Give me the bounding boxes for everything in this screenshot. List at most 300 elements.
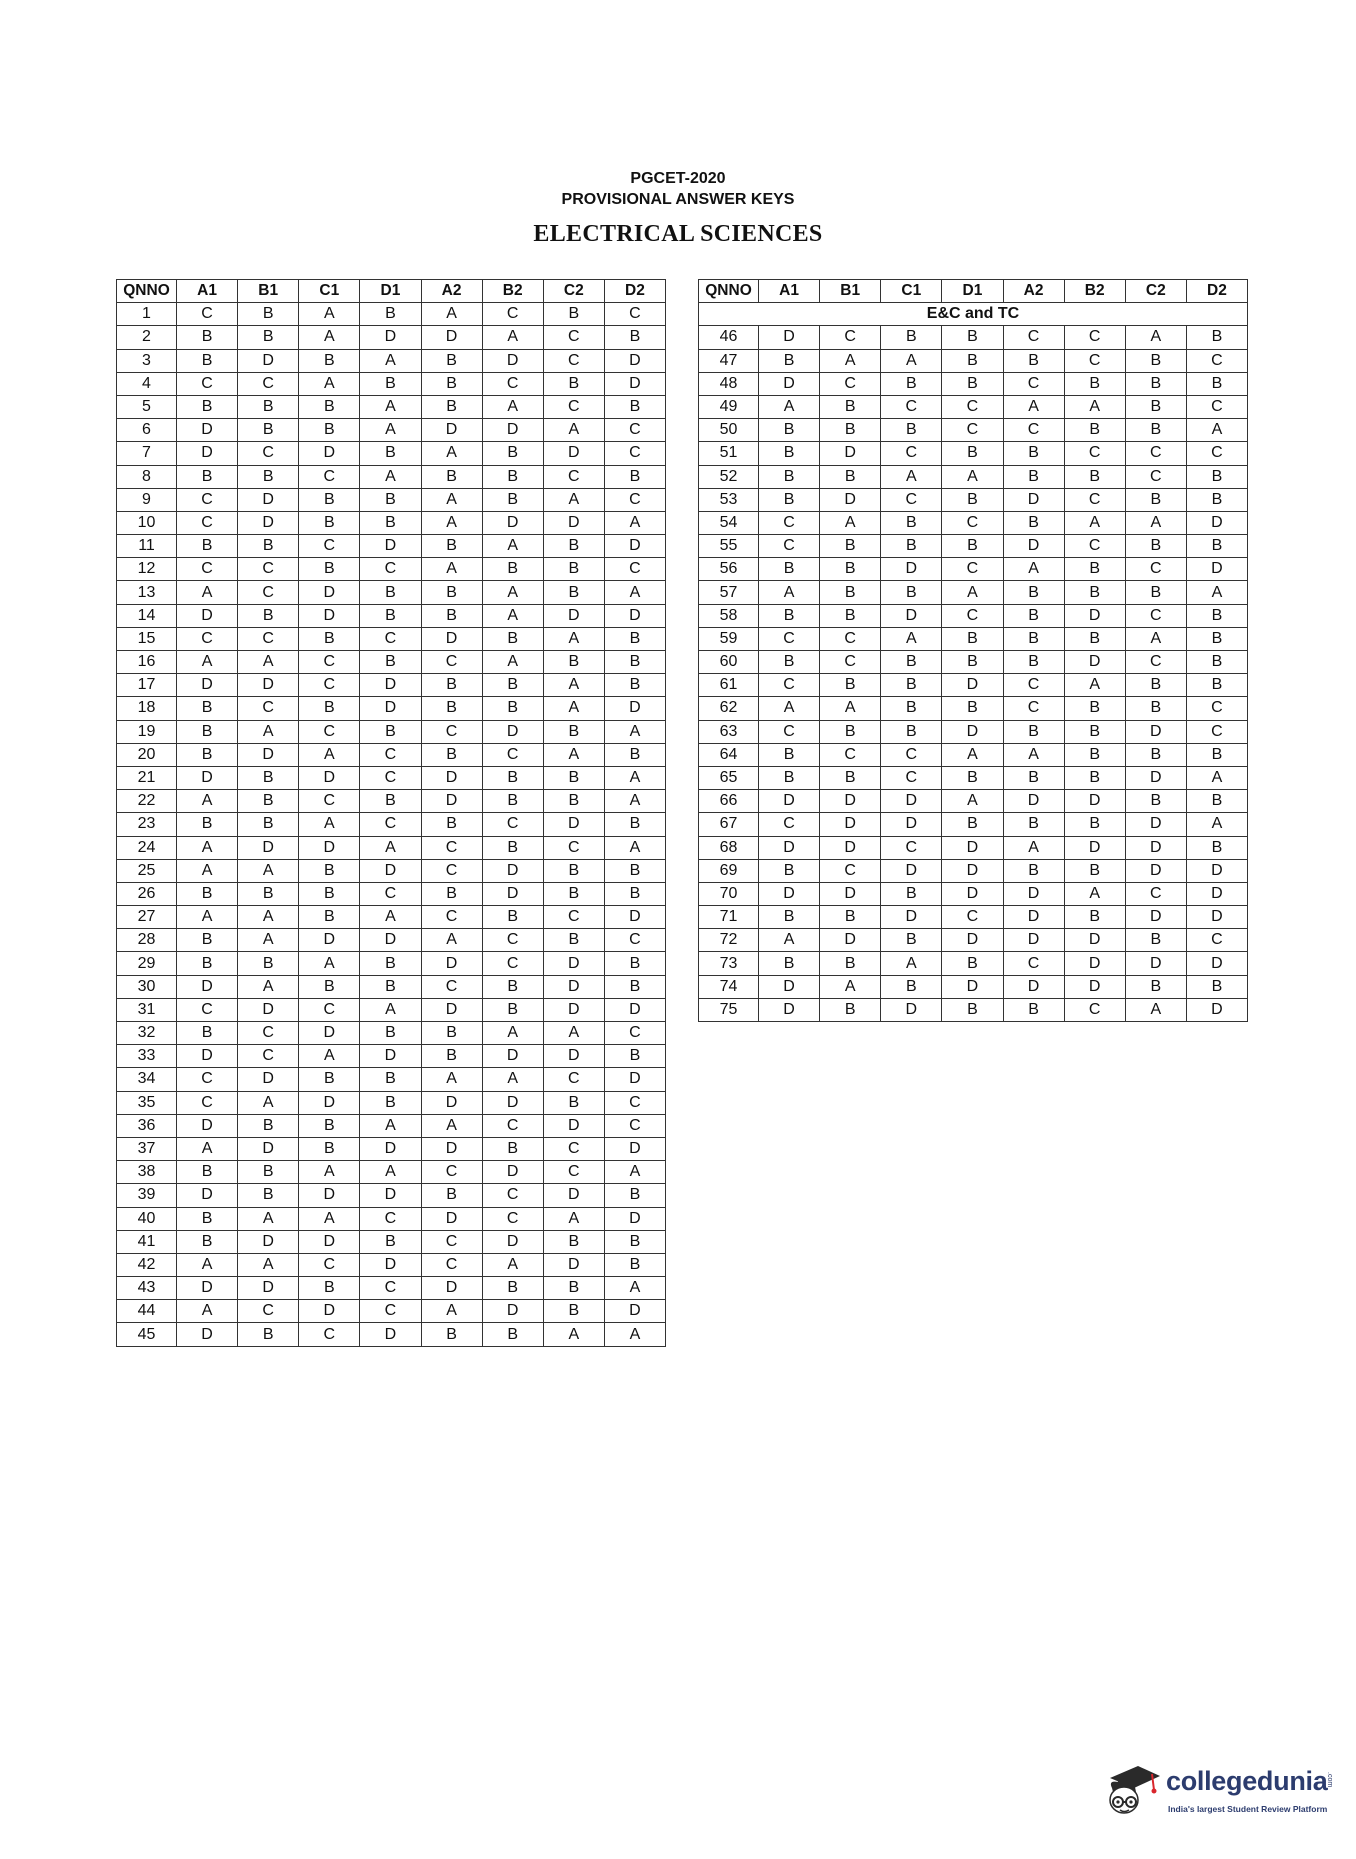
answer-cell: C (1125, 651, 1186, 674)
table-row (699, 372, 1248, 395)
answer-cell: B (942, 651, 1003, 674)
answer-cell: B (299, 1068, 360, 1091)
answer-cell: D (881, 813, 942, 836)
answer-cell: B (604, 1045, 665, 1068)
answer-cell: A (1064, 882, 1125, 905)
question-number-cell: 75 (699, 998, 759, 1021)
answer-cell: B (543, 790, 604, 813)
answer-cell: C (1003, 697, 1064, 720)
answer-cell: C (942, 906, 1003, 929)
answer-cell: D (238, 674, 299, 697)
answer-cell: B (604, 1253, 665, 1276)
answer-cell: C (604, 1091, 665, 1114)
answer-cell: B (299, 1137, 360, 1160)
answer-cell: C (238, 1045, 299, 1068)
answer-cell: A (1125, 627, 1186, 650)
answer-cell: C (543, 326, 604, 349)
answer-cell: C (482, 372, 543, 395)
table-row (699, 349, 1248, 372)
answer-cell: A (942, 465, 1003, 488)
table-row (117, 743, 666, 766)
table-row (699, 766, 1248, 789)
answer-cell: C (238, 372, 299, 395)
question-number-cell: 70 (699, 882, 759, 905)
answer-cell: B (881, 674, 942, 697)
answer-cell: D (482, 1161, 543, 1184)
answer-cell: C (360, 743, 421, 766)
answer-cell: B (360, 303, 421, 326)
question-number-cell: 8 (117, 465, 177, 488)
answer-cell: D (421, 1091, 482, 1114)
answer-cell: D (482, 511, 543, 534)
answer-cell: A (360, 395, 421, 418)
answer-cell: D (360, 1045, 421, 1068)
answer-cell: B (1003, 581, 1064, 604)
answer-cell: A (1186, 766, 1247, 789)
answer-cell: D (299, 1230, 360, 1253)
answer-key-table-left (116, 279, 666, 1347)
answer-cell: B (604, 859, 665, 882)
answer-cell: D (942, 859, 1003, 882)
answer-cell: A (881, 465, 942, 488)
answer-cell: B (942, 766, 1003, 789)
answer-cell: D (482, 419, 543, 442)
answer-cell: B (1064, 720, 1125, 743)
answer-cell: D (604, 372, 665, 395)
answer-cell: D (1064, 836, 1125, 859)
answer-cell: D (177, 1323, 238, 1346)
answer-cell: B (421, 1184, 482, 1207)
column-header: B2 (1064, 280, 1125, 303)
answer-cell: D (177, 1184, 238, 1207)
question-number-cell: 62 (699, 697, 759, 720)
answer-cell: B (1186, 535, 1247, 558)
table-row (117, 720, 666, 743)
answer-cell: D (1186, 511, 1247, 534)
answer-cell: D (1186, 882, 1247, 905)
answer-cell: C (604, 558, 665, 581)
answer-cell: A (299, 303, 360, 326)
answer-cell: B (543, 720, 604, 743)
question-number-cell: 53 (699, 488, 759, 511)
answer-cell: B (1064, 581, 1125, 604)
answer-cell: C (360, 813, 421, 836)
answer-cell: C (482, 929, 543, 952)
answer-cell: B (543, 1300, 604, 1323)
answer-cell: A (543, 674, 604, 697)
column-header: A1 (177, 280, 238, 303)
answer-cell: A (1064, 511, 1125, 534)
answer-cell: A (1125, 511, 1186, 534)
table-row (699, 442, 1248, 465)
table-row (699, 882, 1248, 905)
answer-cell: B (1064, 419, 1125, 442)
answer-cell: D (421, 766, 482, 789)
answer-cell: B (177, 349, 238, 372)
answer-cell: D (421, 1207, 482, 1230)
answer-cell: D (238, 511, 299, 534)
answer-cell: B (421, 604, 482, 627)
answer-cell: A (1186, 813, 1247, 836)
answer-cell: A (604, 511, 665, 534)
table-row (117, 303, 666, 326)
answer-cell: B (820, 766, 881, 789)
answer-cell: D (820, 929, 881, 952)
answer-cell: A (177, 1253, 238, 1276)
answer-cell: B (1186, 604, 1247, 627)
answer-cell: B (238, 766, 299, 789)
answer-cell: A (482, 326, 543, 349)
answer-cell: A (604, 836, 665, 859)
table-row (117, 1114, 666, 1137)
answer-cell: D (1003, 488, 1064, 511)
answer-cell: B (1064, 813, 1125, 836)
answer-cell: B (543, 372, 604, 395)
answer-cell: C (238, 697, 299, 720)
answer-cell: C (360, 882, 421, 905)
answer-cell: D (942, 882, 1003, 905)
answer-cell: B (1064, 372, 1125, 395)
answer-cell: C (881, 766, 942, 789)
answer-cell: A (759, 929, 820, 952)
answer-cell: C (299, 674, 360, 697)
answer-cell: C (1003, 674, 1064, 697)
answer-cell: B (543, 535, 604, 558)
answer-cell: B (543, 882, 604, 905)
answer-cell: A (299, 326, 360, 349)
answer-cell: D (604, 535, 665, 558)
question-number-cell: 55 (699, 535, 759, 558)
answer-cell: B (942, 442, 1003, 465)
answer-cell: A (299, 1207, 360, 1230)
answer-cell: B (881, 975, 942, 998)
answer-cell: C (820, 859, 881, 882)
answer-cell: D (299, 581, 360, 604)
answer-cell: C (1186, 442, 1247, 465)
answer-cell: B (177, 1207, 238, 1230)
question-number-cell: 27 (117, 906, 177, 929)
answer-cell: D (299, 836, 360, 859)
answer-cell: B (759, 906, 820, 929)
answer-cell: D (299, 766, 360, 789)
answer-cell: B (299, 349, 360, 372)
answer-cell: D (543, 1184, 604, 1207)
answer-cell: A (1003, 743, 1064, 766)
answer-cell: B (482, 558, 543, 581)
answer-cell: B (299, 697, 360, 720)
answer-cell: B (604, 1184, 665, 1207)
answer-cell: D (299, 1300, 360, 1323)
answer-cell: B (421, 813, 482, 836)
answer-cell: A (177, 836, 238, 859)
answer-cell: A (759, 581, 820, 604)
answer-cell: A (604, 766, 665, 789)
answer-cell: D (820, 882, 881, 905)
answer-cell: C (177, 627, 238, 650)
table-row (699, 419, 1248, 442)
answer-cell: B (482, 674, 543, 697)
answer-cell: D (421, 790, 482, 813)
answer-cell: A (482, 1068, 543, 1091)
answer-cell: A (177, 790, 238, 813)
answer-cell: C (421, 975, 482, 998)
answer-cell: B (1064, 906, 1125, 929)
answer-cell: D (1003, 882, 1064, 905)
answer-cell: A (1186, 581, 1247, 604)
table-row (699, 813, 1248, 836)
answer-cell: B (360, 488, 421, 511)
answer-cell: C (421, 651, 482, 674)
table-row (117, 442, 666, 465)
question-number-cell: 47 (699, 349, 759, 372)
answer-cell: A (299, 1161, 360, 1184)
graduate-mascot-icon (1102, 1760, 1164, 1822)
answer-cell: B (1003, 511, 1064, 534)
answer-cell: C (1125, 442, 1186, 465)
answer-cell: D (238, 349, 299, 372)
table-row (699, 720, 1248, 743)
answer-cell: D (360, 1323, 421, 1346)
answer-cell: A (482, 581, 543, 604)
answer-cell: C (881, 488, 942, 511)
table-row (117, 488, 666, 511)
answer-cell: C (1125, 604, 1186, 627)
exam-name: PGCET-2020 (630, 170, 726, 187)
answer-cell: D (238, 998, 299, 1021)
answer-cell: C (604, 442, 665, 465)
answer-cell: C (820, 372, 881, 395)
answer-cell: B (1186, 790, 1247, 813)
answer-cell: D (299, 604, 360, 627)
question-number-cell: 69 (699, 859, 759, 882)
answer-cell: D (360, 326, 421, 349)
answer-cell: C (942, 558, 1003, 581)
answer-cell: B (482, 627, 543, 650)
answer-cell: B (881, 929, 942, 952)
answer-cell: A (177, 651, 238, 674)
answer-cell: B (1064, 697, 1125, 720)
question-number-cell: 49 (699, 395, 759, 418)
answer-cell: D (1125, 813, 1186, 836)
answer-cell: B (759, 465, 820, 488)
table-row (117, 813, 666, 836)
question-number-cell: 40 (117, 1207, 177, 1230)
question-number-cell: 16 (117, 651, 177, 674)
answer-cell: B (1003, 604, 1064, 627)
question-number-cell: 37 (117, 1137, 177, 1160)
answer-cell: B (942, 952, 1003, 975)
column-header: D1 (360, 280, 421, 303)
answer-cell: D (177, 419, 238, 442)
answer-cell: B (360, 604, 421, 627)
answer-cell: C (759, 674, 820, 697)
answer-cell: B (1186, 372, 1247, 395)
answer-cell: D (421, 1277, 482, 1300)
question-number-cell: 56 (699, 558, 759, 581)
answer-cell: B (1064, 627, 1125, 650)
answer-cell: B (177, 952, 238, 975)
answer-cell: B (1003, 442, 1064, 465)
answer-cell: B (820, 998, 881, 1021)
answer-cell: C (238, 581, 299, 604)
table-row (117, 419, 666, 442)
answer-cell: B (820, 720, 881, 743)
table-row (117, 465, 666, 488)
answer-cell: B (238, 790, 299, 813)
answer-cell: D (1186, 558, 1247, 581)
answer-cell: C (543, 465, 604, 488)
logo-name: collegedunia (1166, 1766, 1328, 1796)
answer-cell: B (299, 975, 360, 998)
answer-cell: C (1064, 998, 1125, 1021)
answer-cell: C (299, 790, 360, 813)
answer-cell: B (360, 790, 421, 813)
answer-cell: D (421, 326, 482, 349)
answer-cell: D (421, 952, 482, 975)
answer-cell: B (1186, 743, 1247, 766)
answer-cell: B (482, 998, 543, 1021)
answer-cell: C (177, 511, 238, 534)
answer-cell: A (881, 952, 942, 975)
answer-cell: B (482, 697, 543, 720)
answer-cell: B (881, 419, 942, 442)
answer-cell: B (1064, 766, 1125, 789)
answer-cell: C (1125, 558, 1186, 581)
answer-cell: B (421, 581, 482, 604)
table-row (699, 627, 1248, 650)
answer-cell: B (238, 882, 299, 905)
answer-cell: B (604, 651, 665, 674)
answer-cell: A (360, 1161, 421, 1184)
answer-cell: C (759, 720, 820, 743)
column-header: D2 (1186, 280, 1247, 303)
question-number-cell: 57 (699, 581, 759, 604)
column-header: B2 (482, 280, 543, 303)
answer-cell: B (543, 651, 604, 674)
question-number-cell: 33 (117, 1045, 177, 1068)
question-number-cell: 46 (699, 326, 759, 349)
answer-cell: D (360, 859, 421, 882)
answer-cell: D (604, 1068, 665, 1091)
answer-cell: C (421, 859, 482, 882)
answer-cell: A (238, 906, 299, 929)
answer-cell: B (238, 326, 299, 349)
answer-cell: B (421, 743, 482, 766)
answer-cell: C (177, 1068, 238, 1091)
answer-cell: C (1003, 952, 1064, 975)
answer-cell: D (360, 697, 421, 720)
answer-cell: C (820, 743, 881, 766)
table-row (117, 882, 666, 905)
answer-cell: A (543, 1022, 604, 1045)
answer-cell: B (299, 859, 360, 882)
answer-cell: A (604, 720, 665, 743)
table-row (117, 674, 666, 697)
question-number-cell: 4 (117, 372, 177, 395)
answer-cell: B (238, 952, 299, 975)
answer-cell: B (421, 535, 482, 558)
answer-cell: C (238, 558, 299, 581)
answer-cell: B (820, 395, 881, 418)
answer-cell: C (177, 998, 238, 1021)
answer-cell: C (299, 1323, 360, 1346)
table-row (117, 581, 666, 604)
answer-cell: A (421, 1068, 482, 1091)
answer-cell: A (360, 419, 421, 442)
answer-cell: B (360, 372, 421, 395)
answer-cell: B (942, 627, 1003, 650)
answer-cell: A (881, 627, 942, 650)
answer-cell: A (1186, 419, 1247, 442)
answer-cell: B (299, 395, 360, 418)
answer-cell: B (1125, 929, 1186, 952)
answer-cell: A (482, 395, 543, 418)
answer-cell: B (1125, 581, 1186, 604)
table-row (699, 975, 1248, 998)
answer-cell: B (482, 766, 543, 789)
answer-cell: B (543, 1091, 604, 1114)
answer-cell: D (360, 1253, 421, 1276)
answer-cell: B (299, 558, 360, 581)
answer-cell: B (759, 743, 820, 766)
answer-cell: C (543, 906, 604, 929)
answer-cell: C (543, 349, 604, 372)
table-row (699, 859, 1248, 882)
answer-cell: B (421, 674, 482, 697)
answer-cell: C (604, 419, 665, 442)
answer-cell: C (177, 558, 238, 581)
answer-cell: C (299, 1253, 360, 1276)
answer-cell: A (360, 998, 421, 1021)
table-row (117, 952, 666, 975)
answer-cell: C (543, 836, 604, 859)
question-number-cell: 18 (117, 697, 177, 720)
table-row (117, 349, 666, 372)
answer-cell: D (759, 998, 820, 1021)
answer-cell: D (177, 604, 238, 627)
answer-cell: D (482, 720, 543, 743)
answer-cell: D (881, 906, 942, 929)
answer-cell: B (1003, 766, 1064, 789)
answer-cell: D (881, 790, 942, 813)
answer-cell: B (1003, 465, 1064, 488)
answer-cell: D (604, 349, 665, 372)
answer-cell: B (942, 697, 1003, 720)
answer-cell: A (820, 697, 881, 720)
question-number-cell: 12 (117, 558, 177, 581)
question-number-cell: 3 (117, 349, 177, 372)
table-row (117, 1253, 666, 1276)
question-number-cell: 10 (117, 511, 177, 534)
answer-cell: B (881, 535, 942, 558)
answer-cell: A (238, 720, 299, 743)
answer-cell: B (604, 627, 665, 650)
answer-cell: D (482, 349, 543, 372)
question-number-cell: 30 (117, 975, 177, 998)
answer-cell: D (421, 998, 482, 1021)
answer-cell: B (604, 395, 665, 418)
answer-cell: D (820, 488, 881, 511)
answer-cell: C (360, 1300, 421, 1323)
question-number-cell: 59 (699, 627, 759, 650)
table-row (117, 836, 666, 859)
answer-cell: B (299, 511, 360, 534)
answer-cell: A (238, 651, 299, 674)
answer-cell: B (177, 1230, 238, 1253)
answer-cell: A (421, 558, 482, 581)
answer-cell: B (820, 674, 881, 697)
answer-cell: C (360, 558, 421, 581)
